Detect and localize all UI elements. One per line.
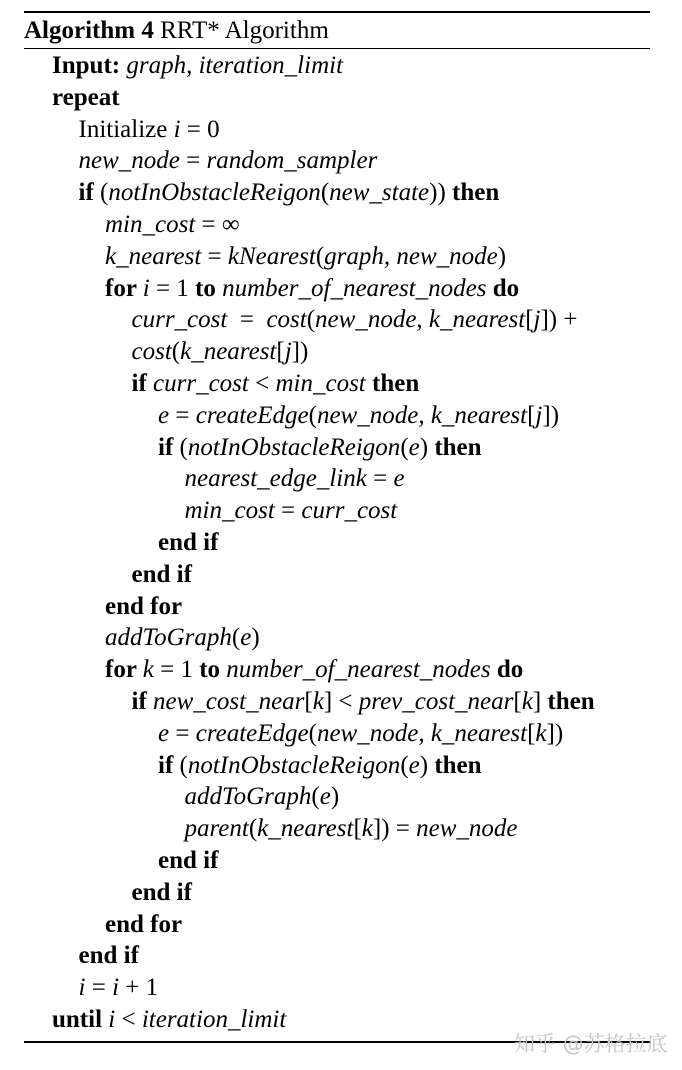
text-token: ( [400, 751, 409, 779]
math-token: min_cost [184, 497, 275, 525]
math-token: k [535, 719, 547, 747]
keyword: for [105, 656, 143, 684]
math-token: i [78, 974, 86, 1002]
math-token: notInObstacleReigon [108, 179, 321, 207]
text-token: ( [179, 751, 188, 779]
algorithm-line [158, 718, 563, 750]
math-token: new_node [78, 147, 180, 175]
math-token: createEdge [195, 719, 309, 747]
text-token: ) [251, 624, 260, 652]
text-token: ]) [542, 401, 560, 429]
math-token: k [361, 815, 373, 843]
text-token: ( [308, 719, 317, 747]
math-token: e [158, 719, 170, 747]
keyword: if [131, 370, 154, 397]
text-token: = [274, 497, 302, 525]
text-token: [ [353, 815, 362, 843]
text-token: [ [527, 719, 536, 747]
text-token: ] [532, 688, 548, 715]
algorithm-line [185, 781, 340, 813]
keyword: to [195, 274, 223, 302]
text-token: [ [304, 688, 313, 715]
algorithm-line [79, 145, 378, 177]
text-token: = [179, 147, 207, 175]
math-token: e [158, 401, 170, 429]
text-token: ] < [323, 688, 359, 715]
math-token: min_cost [105, 211, 196, 238]
algorithm-line [79, 177, 500, 209]
algorithm-line [132, 686, 595, 718]
math-token: parent [184, 815, 249, 843]
algorithm-line [105, 909, 182, 941]
math-token: e [408, 751, 420, 779]
math-token: new_node [416, 815, 518, 843]
math-token: i [108, 1006, 116, 1033]
math-token: curr_cost [301, 497, 398, 525]
math-token: kNearest [227, 242, 316, 270]
keyword: then [452, 179, 500, 207]
keyword: then [365, 370, 420, 397]
math-token: k [312, 688, 324, 715]
math-token: notInObstacleReigon [187, 433, 401, 461]
algorithm-line [185, 495, 398, 527]
keyword: end if [131, 878, 192, 906]
keyword: end for [105, 910, 183, 938]
text-token: = [169, 719, 196, 747]
text-token: ]) [546, 719, 564, 747]
algorithm-line [158, 845, 218, 877]
math-token: k_nearest [257, 815, 354, 843]
algorithm-line [132, 304, 578, 336]
algorithm-line [158, 400, 559, 432]
text-token: [ [525, 306, 534, 334]
keyword: if [158, 433, 180, 461]
text-token: + 1 [119, 974, 159, 1002]
math-token: j [284, 338, 292, 366]
math-token: i [173, 115, 181, 143]
math-token: graph, iteration_limit [126, 52, 344, 79]
keyword: end if [131, 560, 192, 588]
text-token: ( [171, 338, 181, 366]
math-token: nearest_edge_link [184, 465, 367, 493]
text-token: ) [419, 433, 435, 461]
keyword: end if [158, 529, 219, 556]
math-token: k_nearest [105, 242, 202, 270]
algorithm-line [158, 527, 218, 559]
algorithm-number: Algorithm 4 [24, 17, 154, 44]
math-token: new_cost_near [153, 688, 305, 715]
math-token: new_node, k_nearest [316, 719, 528, 747]
math-token: i [142, 274, 150, 302]
math-token: k [521, 688, 533, 715]
watermark: 知乎 @苏格拉底 [514, 1032, 668, 1056]
text-token: Initialize [78, 115, 174, 143]
algorithm-line [105, 654, 523, 686]
text-token: = [201, 242, 228, 270]
text-token: ) [497, 242, 507, 270]
math-token: j [533, 306, 541, 334]
text-token: [ [513, 688, 522, 715]
text-token: ]) + [540, 306, 578, 334]
algorithm-line [105, 591, 182, 623]
keyword: if [158, 751, 180, 779]
algorithm-line [79, 972, 159, 1004]
math-token: e [393, 465, 405, 493]
keyword: end if [78, 942, 139, 970]
algorithm-line [158, 750, 482, 782]
algorithm-line [158, 432, 482, 464]
text-token: < [248, 370, 276, 397]
algorithm-line [52, 82, 120, 114]
text-token: ( [400, 433, 409, 461]
math-token: createEdge [195, 401, 309, 429]
math-token: min_cost [275, 370, 366, 397]
math-token: curr_cost [153, 370, 249, 397]
algorithm-line [185, 463, 405, 495]
math-token: number_of_nearest_nodes [226, 656, 491, 684]
algorithm-line [79, 940, 139, 972]
text-token: = 1 [149, 274, 196, 302]
keyword: until [52, 1006, 109, 1033]
keyword: then [434, 433, 482, 461]
algorithm-line [52, 50, 343, 82]
text-token: ( [315, 242, 325, 270]
algorithm-line [105, 241, 506, 273]
math-token: graph, new_node [324, 242, 498, 270]
text-token: = [169, 401, 196, 429]
math-token: new_node, k_nearest [316, 401, 528, 429]
algorithm-line [132, 368, 420, 400]
math-token: curr_cost [131, 306, 228, 334]
keyword: if [78, 179, 101, 207]
algorithm-caption [24, 14, 329, 48]
math-token: e [319, 783, 331, 811]
math-token: iteration_limit [141, 1006, 287, 1033]
text-token: [ [276, 338, 285, 366]
text-token: ( [179, 433, 188, 461]
algorithm-line [185, 813, 518, 845]
text-token: ( [100, 179, 109, 207]
keyword: do [486, 274, 520, 302]
math-token: addToGraph [184, 783, 312, 811]
keyword: for [105, 274, 143, 302]
text-token: ) [330, 783, 340, 811]
text-token: ]) [291, 338, 309, 366]
algorithm-name: RRT* Algorithm [160, 17, 329, 44]
math-token: number_of_nearest_nodes [222, 274, 487, 302]
text-token: ( [306, 306, 316, 334]
top-rule [24, 11, 650, 13]
text-token: = 0 [180, 115, 220, 143]
math-token: addToGraph [105, 624, 232, 652]
keyword: if [131, 688, 154, 715]
text-token: = [85, 974, 113, 1002]
math-token: prev_cost_near [358, 688, 514, 715]
math-token: e [408, 433, 420, 461]
keyword: then [434, 751, 482, 779]
math-token: k [142, 656, 154, 684]
math-token: cost [131, 338, 172, 366]
text-token: ( [231, 624, 241, 652]
text-token: ( [308, 401, 317, 429]
keyword: end for [105, 592, 183, 620]
math-token: cost [266, 306, 307, 334]
algorithm-line [132, 877, 192, 909]
text-token: ( [248, 815, 258, 843]
text-token: ) [419, 751, 435, 779]
math-token: k_nearest [180, 338, 277, 366]
text-token: = ∞ [195, 211, 240, 238]
algorithm-line [105, 273, 519, 305]
math-token: j [535, 401, 543, 429]
text-token: ( [311, 783, 320, 811]
math-token: i [112, 974, 120, 1002]
algorithm-line [52, 1004, 286, 1036]
caption-rule [24, 48, 650, 49]
text-token: = [366, 465, 394, 493]
math-token: new_node, k_nearest [315, 306, 526, 334]
text-token: ( [320, 179, 330, 207]
text-token: [ [527, 401, 536, 429]
algorithm-line [79, 114, 220, 146]
keyword: do [490, 656, 524, 684]
algorithm-line [105, 209, 240, 241]
keyword: Input: [52, 52, 127, 79]
text-token: ]) = [372, 815, 417, 843]
algorithm-line [132, 336, 309, 368]
algorithm-line [132, 559, 192, 591]
algorithm-line [105, 622, 260, 654]
text-token: )) [429, 179, 453, 207]
keyword: end if [158, 847, 219, 874]
text-token: = [227, 306, 267, 334]
math-token: random_sampler [206, 147, 378, 175]
keyword: to [199, 656, 227, 684]
text-token: < [115, 1006, 142, 1033]
keyword: then [547, 688, 595, 715]
math-token: e [240, 624, 252, 652]
math-token: new_state [329, 179, 430, 207]
keyword: repeat [52, 83, 120, 111]
math-token: notInObstacleReigon [187, 751, 401, 779]
text-token: = 1 [153, 656, 200, 684]
